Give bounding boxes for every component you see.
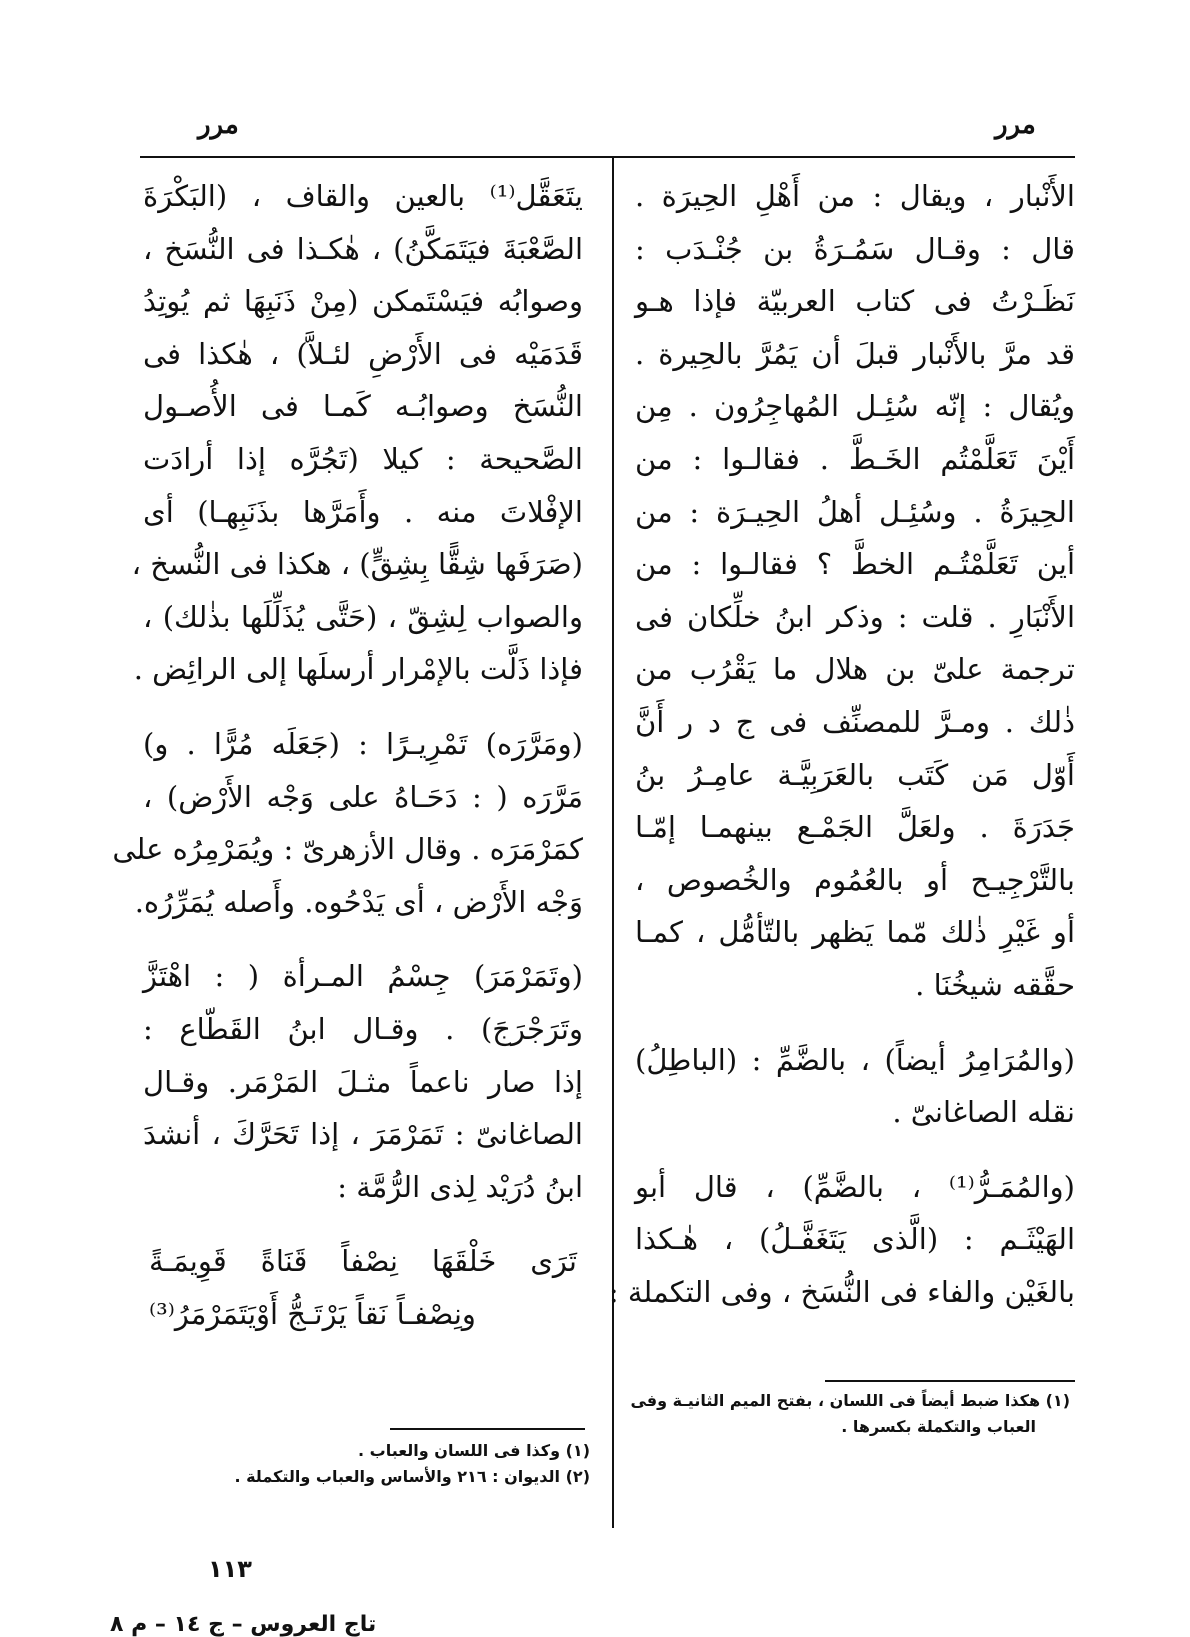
text-line: حقَّقه شيخُنَا . (915, 967, 1075, 1002)
text-line: بالتَّرْجِيـح أو بالعُمُوم والخُصوص ، (635, 862, 1075, 897)
text-line: الصَّحيحة : كيلا (تَجُرَّه إذا أرادَت (143, 441, 583, 476)
text-line: أَوّل مَن كَتَب بالعَرَبِيَّـة عامِـرُ بنُ (635, 757, 1075, 792)
text-line: ابنُ دُرَيْد لِذى الرُّمَّة : (337, 1169, 583, 1204)
text-line: بالغَيْن والفاء فى النُّسَخ ، وفى التكملة : (608, 1274, 1075, 1309)
text-line: الهَيْثَـم : (الَّذى يَتَغَفَّـلُ) ، هٰـكذا (635, 1222, 1075, 1257)
book-footer-signature: تاج العروس – ج ١٤ – م ٨ (110, 1612, 377, 1637)
text-line: وتَرَجْرَجَ) . وقـال ابنُ القَطّاع : (143, 1011, 583, 1046)
text-line: قد مرَّ بالأَنْبار قبلَ أن يَمُرَّ بالحِيرة . (635, 336, 1075, 371)
text-line: الصَّعْبَةَ فيَتَمَكَّنُ) ، هٰكـذا فى النُّسَخ ، (143, 231, 583, 266)
text-line: الأَنْبَارِ . قلت : وذكر ابنُ خلِّكان فى (635, 599, 1075, 634)
left-column (112, 170, 583, 1340)
text-line: قَدَمَيْه فى الأَرْضِ لئـلاَّ) ، هٰكذا فى (143, 336, 583, 371)
footnote: (١) هكذا ضبط أيضاً فى اللسان ، بفتح الميم الثانيـة وفى (630, 1391, 1070, 1410)
text-line: أين تَعَلَّمْتُـم الخطَّ ؟ فقالـوا : من (635, 547, 1075, 582)
text-line: يتَعَقَّل⁽¹⁾ بالعين والقاف ، (البَكْرَةَ (143, 179, 583, 213)
page-number: ١١٣ (208, 1555, 252, 1583)
text-line: (صَرَفَها شِقًّا بِشِقٍّ) ، هكذا فى النُّسخ ، (131, 547, 583, 582)
text-line: النُّسَخ وصوابُـه كَمـا فى الأُصـول (143, 389, 583, 424)
header-root-word-right: مرر (995, 110, 1036, 140)
text-line: (ومَرَّرَه) تَمْرِيـرًا : (جَعَلَه مُرًّا . و) (143, 726, 583, 761)
column-divider (612, 156, 614, 1528)
text-line: ويُقال : إنّه سُئِـل المُهاجِرُون . مِن (635, 389, 1075, 424)
header-root-word-left: مرر (198, 110, 239, 140)
verse-line: ونِصْفـاً نَقاً يَرْتَـجُّ أَوْيَتَمَرْمَرُ⁽³⁾ (149, 1296, 476, 1331)
footnotes-left (190, 1438, 590, 1490)
footnote: (١) وكذا فى اللسان والعباب . (357, 1441, 590, 1460)
text-line: كمَرْمَرَه . وقال الأزهرىّ : ويُمَرْمِرُه على (112, 832, 583, 867)
footnote-rule-right (825, 1380, 1075, 1382)
footnote-continuation: العباب والتكملة بكسرها . (841, 1417, 1036, 1436)
text-line: وصوابُه فيَسْتَمكن (مِنْ ذَنَبِهَا ثم يُوتِدُ (143, 284, 583, 319)
text-line: قال : وقـال سَمُـرَةُ بن جُنْـدَب : (635, 231, 1075, 266)
text-line: أَيْنَ تَعَلَّمْتُم الخَـطَّ . فقالـوا : من (635, 441, 1075, 476)
text-line: نَظَـرْتُ فى كتاب العربيّة فإذا هـو (635, 284, 1075, 319)
verse-line: تَرَى خَلْقَهَا نِصْفاً قَنَاةً قَوِيمَـةً (149, 1244, 577, 1279)
text-line: الحِيرَةُ . وسُئِـل أهلُ الحِيـرَة : من (635, 494, 1075, 529)
text-line: الصاغانىّ : تَمَرْمَرَ ، إذا تَحَرَّكَ ، أنشدَ (143, 1117, 583, 1152)
text-line: الأَنْبار ، ويقال : من أَهْلِ الحِيرَة . (635, 179, 1075, 213)
text-line: أو غَيْرِ ذٰلك مّما يَظهر بالتّأمُّل ، كمـا (635, 915, 1075, 950)
footnote-rule-left (390, 1428, 585, 1430)
text-line: إذا صار ناعماً مثـلَ المَرْمَر. وقـال (143, 1064, 583, 1099)
text-line: نقله الصاغانىّ . (892, 1095, 1075, 1130)
header-rule (140, 156, 1075, 158)
text-line: (والمُرَامِرُ أيضاً) ، بالضَّمِّ : (الباطِلُ) (635, 1042, 1075, 1077)
text-line: والصواب لِشِقّ ، (حَتَّى يُذَلِّلَها بذٰلك) ، (143, 599, 583, 634)
footnote: (٢) الديوان : ٢١٦ والأساس والعباب والتكملة . (234, 1467, 590, 1486)
text-line: ذٰلك . ومـرَّ للمصنِّف فى ج د ر أَنَّ (635, 704, 1075, 739)
text-line: مَرَّرَه ( : دَحَـاهُ على وَجْه الأَرْض) ، (143, 779, 583, 814)
text-line: جَدَرَةَ . ولعَلَّ الجَمْـع بينهمـا إمّـا (635, 810, 1075, 845)
text-line: وَجْه الأَرْض ، أى يَدْحُوه. وأَصله يُمَرِّرُه. (134, 884, 583, 919)
right-column (608, 170, 1075, 1318)
footnotes-right (630, 1388, 1070, 1440)
text-line: (والمُمَـرُّ⁽¹⁾ ، بالضَّمِّ) ، قال أبو (635, 1169, 1075, 1204)
text-line: فإذا ذَلَّت بالإمْرار أرسلَها إلى الرائِض . (133, 652, 583, 687)
text-line: ترجمة علىّ بن هلال ما يَقْرُب من (635, 652, 1075, 687)
text-line: الإفْلاتَ منه . وأَمَرَّها بذَنَبِهـا) أى (143, 494, 583, 529)
text-line: (وتَمَرْمَرَ) جِسْمُ المـرأة ( : اهْتَزَّ (143, 959, 583, 994)
